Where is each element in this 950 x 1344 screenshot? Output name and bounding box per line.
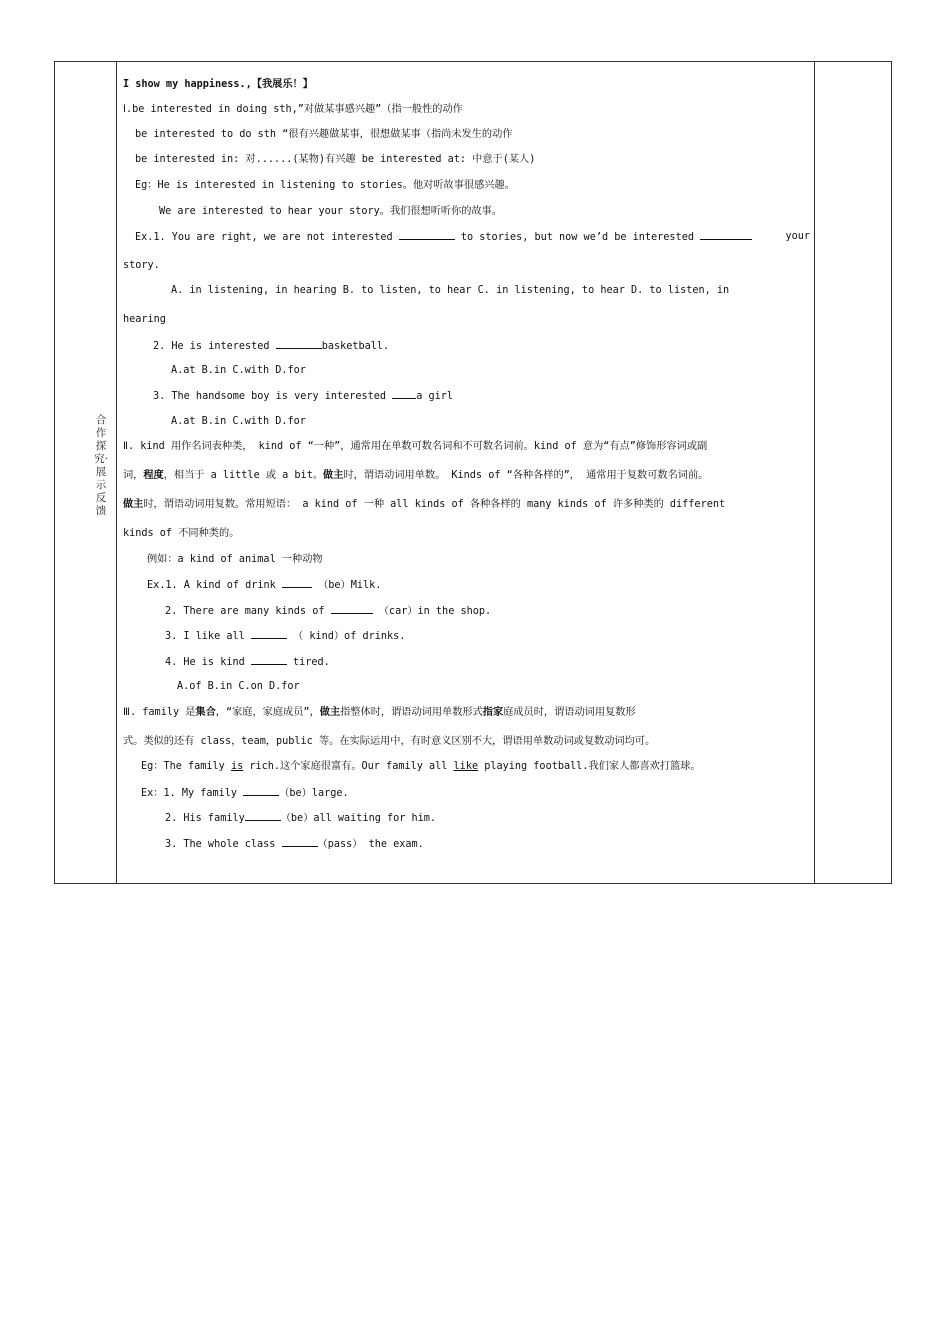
answer-blank[interactable] — [331, 604, 373, 614]
answer-blank[interactable] — [243, 786, 279, 796]
section-label: 合作探究·展示反馈 — [94, 414, 108, 517]
exercise-text: （pass） the exam. — [317, 839, 424, 850]
bold-fragment: 做主 — [323, 470, 344, 481]
example-1-line: Eg：He is interested in listening to stories。他对听故事很感兴趣。 — [135, 180, 515, 191]
exercise-text: （be）Milk. — [318, 580, 382, 591]
example-2-line: We are interested to hear your story。我们很想听听你的故事。 — [159, 206, 503, 217]
answer-blank[interactable] — [282, 837, 318, 847]
exercise-1-part-a: Ex.1. You are right, we are not interested — [135, 232, 393, 243]
kind-exercise-4 — [165, 655, 330, 669]
exercise-2-part-a: 2. He is interested — [153, 341, 270, 352]
kind-exercise-2 — [165, 604, 491, 618]
family-rule-line-2: 式。类似的还有 class，team，public 等。在实际运用中，有时意义区别不大，谓语用单数动词或复数动词均可。 — [123, 736, 656, 747]
family-example — [141, 760, 701, 773]
exercise-text: （be）large. — [279, 788, 349, 799]
right-column — [814, 62, 891, 883]
exercise-3-line — [153, 389, 453, 403]
left-column — [55, 62, 117, 883]
rule-3-line: be interested in: 对......(某物)有兴趣 be interested at: 中意于(某人) — [135, 154, 536, 165]
exercise-3-options: A.at B.in C.with D.for — [171, 416, 306, 427]
exercise-text: （ kind）of drinks. — [293, 631, 406, 642]
exercise-1-part-b: to stories, but now we’d be interested — [460, 232, 694, 243]
bold-fragment: 做主 — [123, 499, 144, 510]
kind-example: 例如：a kind of animal 一种动物 — [147, 554, 323, 565]
rule-1-line: Ⅰ.be interested in doing sth,”对做某事感兴趣”（指一般性的动作 — [123, 104, 463, 115]
exercise-3-part-a: 3. The handsome boy is very interested — [153, 391, 387, 402]
answer-blank[interactable] — [700, 230, 752, 240]
exercise-text: tired. — [293, 657, 330, 668]
rule-2-line: be interested to do sth “很有兴趣做某事，很想做某事（指尚未发生的动作 — [135, 129, 513, 140]
text-fragment: Ⅲ. family 是 — [123, 707, 196, 718]
family-exercise-2 — [165, 811, 436, 825]
answer-blank[interactable] — [251, 629, 287, 639]
bold-fragment: 做主 — [319, 707, 341, 718]
exercise-text: 2. There are many kinds of — [165, 606, 325, 617]
text-fragment: 时，谓语动词用复数。常用短语： a kind of 一种 all kinds of 各种各样的 many kinds of 许多种类的 different — [143, 499, 726, 510]
bold-fragment: 指家 — [482, 707, 504, 718]
exercise-2-line — [153, 339, 389, 353]
underlined-word: like — [453, 761, 479, 772]
section-title: I show my happiness.,【我展乐！】 — [123, 79, 313, 90]
exercise-1-part-c: your — [785, 231, 810, 242]
exercise-2-part-b: basketball. — [321, 341, 390, 352]
family-rule-line-1 — [123, 706, 636, 719]
text-fragment: 时，谓语动词用单数。 Kinds of “各种各样的”， 通常用于复数可数名词前。 — [343, 470, 709, 481]
exercise-1-line — [135, 230, 810, 244]
answer-blank[interactable] — [276, 339, 322, 349]
answer-blank[interactable] — [251, 655, 287, 665]
kind-exercise-3 — [165, 629, 405, 643]
text-fragment: rich.这个家庭很富有。Our family all — [249, 761, 448, 772]
exercise-1-continued: story. — [123, 260, 160, 271]
exercise-1-options: A. in listening, in hearing B. to listen, to hear C. in listening, to hear D. to listen, in — [171, 285, 730, 296]
bold-fragment: 集合 — [195, 707, 216, 718]
kind-exercise-1 — [147, 578, 381, 592]
exercise-text: （be）all waiting for him. — [280, 813, 437, 824]
family-exercise-1 — [141, 786, 349, 800]
kind-rule-line-4: kinds of 不同种类的。 — [123, 528, 240, 539]
worksheet-table — [54, 61, 892, 884]
kind-rule-line-2 — [123, 469, 708, 482]
exercise-text: 3. The whole class — [165, 839, 276, 850]
kind-rule-line-1: Ⅱ. kind 用作名词表种类， kind of “一种”，通常用在单数可数名词和不可数名词前。kind of 意为“有点”修饰形容词或副 — [123, 441, 708, 452]
text-fragment: playing football.我们家人都喜欢打篮球。 — [484, 761, 701, 772]
kind-exercise-4-options: A.of B.in C.on D.for — [177, 681, 300, 692]
exercise-text: 2. His family — [165, 813, 245, 824]
underlined-word: is — [230, 761, 244, 772]
text-fragment: ，“家庭，家庭成员”， — [215, 707, 320, 718]
exercise-3-part-b: a girl — [416, 391, 454, 402]
family-exercise-3 — [165, 837, 424, 851]
exercise-text: Ex.1. A kind of drink — [147, 580, 276, 591]
exercise-2-options: A.at B.in C.with D.for — [171, 365, 306, 376]
exercise-text: 3. I like all — [165, 631, 245, 642]
text-fragment: ，相当于 a little 或 a bit。 — [163, 470, 324, 481]
exercise-text: Ex：1. My family — [141, 788, 238, 799]
bold-fragment: 程度 — [143, 470, 164, 481]
answer-blank[interactable] — [245, 811, 281, 821]
text-fragment: 词， — [123, 470, 144, 481]
exercise-text: （car）in the shop. — [378, 606, 492, 617]
text-fragment: 指整体时，谓语动词用单数形式 — [340, 707, 483, 718]
exercise-text: 4. He is kind — [165, 657, 245, 668]
text-fragment: 庭成员时，谓语动词用复数形 — [503, 707, 636, 718]
answer-blank[interactable] — [282, 578, 312, 588]
answer-blank[interactable] — [399, 230, 455, 240]
answer-blank[interactable] — [392, 389, 416, 399]
text-fragment: Eg：The family — [141, 761, 225, 772]
exercise-1-options-continued: hearing — [123, 314, 166, 325]
kind-rule-line-3 — [123, 498, 725, 511]
